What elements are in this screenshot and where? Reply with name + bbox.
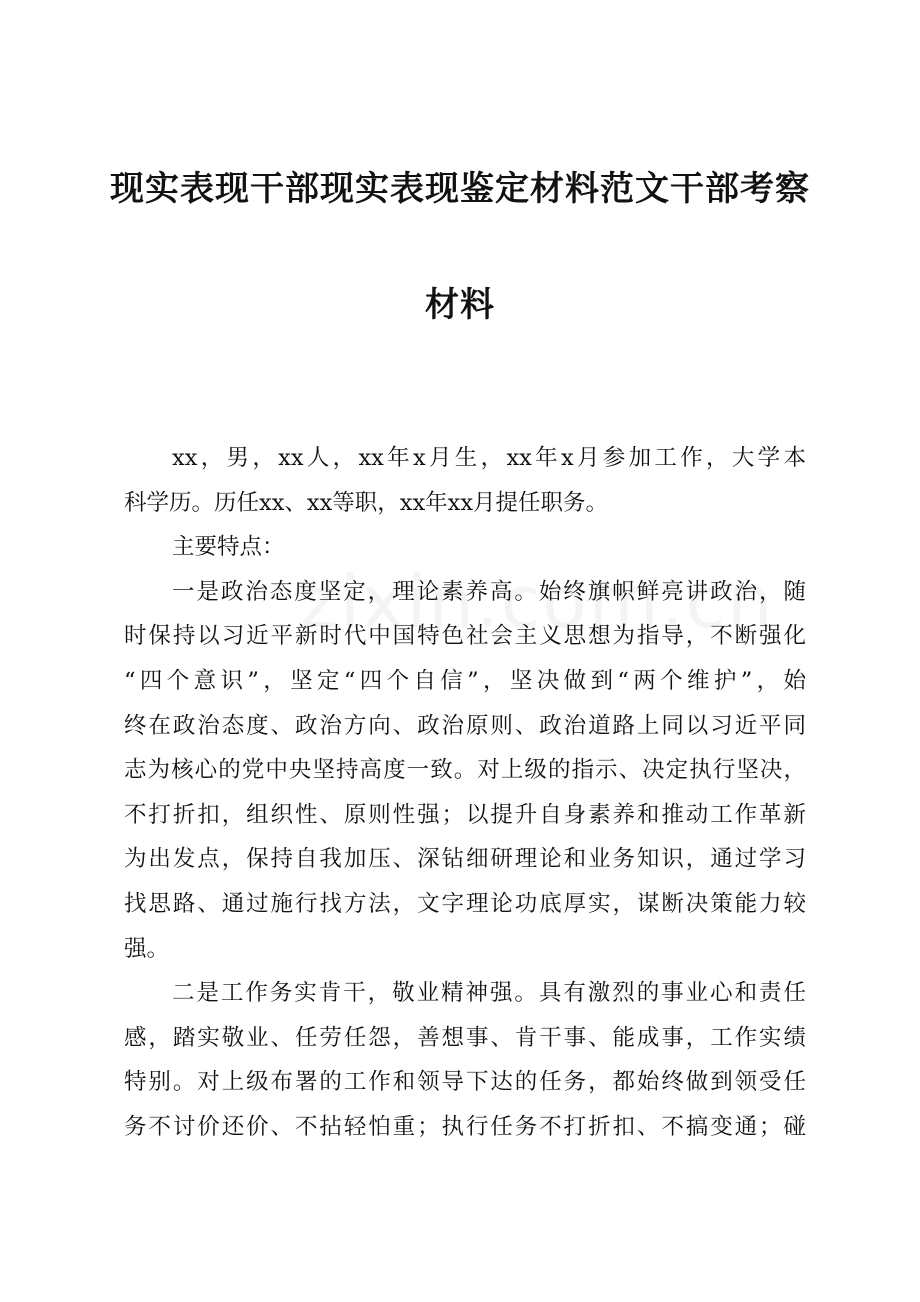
text-line: 感，踏实敬业、任劳任怨，善想事、肯干事、能成事，工作实绩 bbox=[124, 1024, 806, 1051]
text-line: 主要特点： bbox=[172, 534, 285, 561]
text-line: 终在政治态度、政治方向、政治原则、政治道路上同以习近平同 bbox=[124, 712, 806, 739]
text-line: 不打折扣，组织性、原则性强；以提升自身素养和推动工作革新 bbox=[124, 801, 806, 828]
text-line: 科学历。历任xx、xx等职，xx年xx月提任职务。 bbox=[124, 489, 609, 516]
text-line: 二是工作务实肯干，敬业精神强。具有激烈的事业心和责任 bbox=[172, 980, 806, 1007]
text-line: “四个意识”，坚定“四个自信”，坚决做到“两个维护”，始 bbox=[124, 667, 806, 694]
text-line: 找思路、通过施行找方法，文字理论功底厚实，谋断决策能力较 bbox=[124, 890, 806, 917]
text-line: 特别。对上级布署的工作和领导下达的任务，都始终做到领受任 bbox=[124, 1069, 806, 1096]
text-line: 强。 bbox=[124, 935, 170, 962]
text-line: 务不讨价还价、不拈轻怕重；执行任务不打折扣、不搞变通；碰 bbox=[124, 1113, 806, 1140]
document-body bbox=[124, 436, 806, 1150]
text-line: 时保持以习近平新时代中国特色社会主义思想为指导，不断强化 bbox=[124, 623, 806, 650]
text-line: 一是政治态度坚定，理论素养高。始终旗帜鲜亮讲政治，随 bbox=[172, 578, 806, 605]
text-line: 为出发点，保持自我加压、深钻细研理论和业务知识，通过学习 bbox=[124, 846, 806, 873]
text-line: xx，男，xx人，xx年x月生，xx年x月参加工作，大学本 bbox=[172, 445, 806, 471]
text-line: 志为核心的党中央坚持高度一致。对上级的指示、决定执行坚决， bbox=[124, 757, 806, 784]
document-title-line-1: 现实表现干部现实表现鉴定材料范文干部考察 bbox=[110, 169, 810, 209]
document-title-line-2: 材料 bbox=[425, 285, 495, 325]
